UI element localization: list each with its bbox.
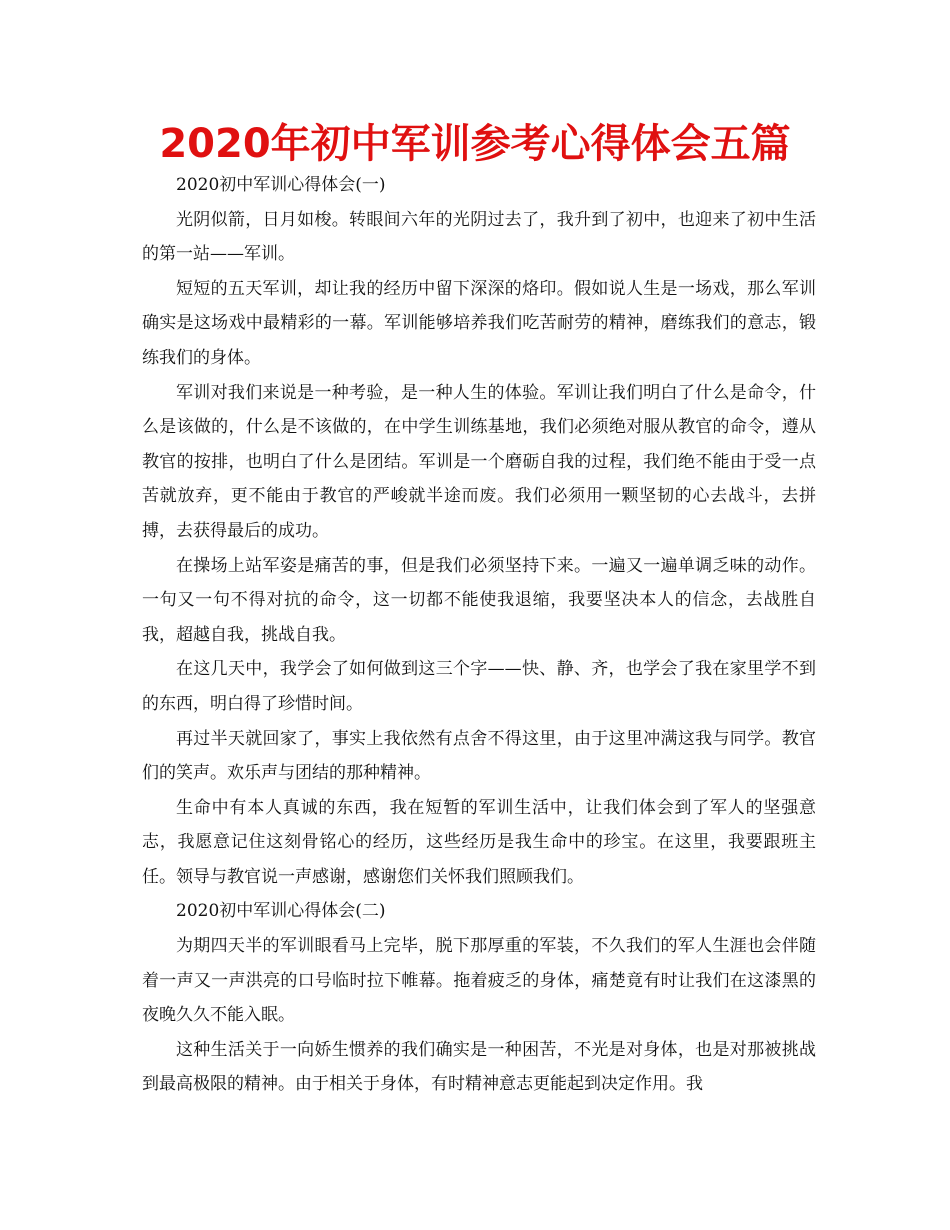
document-body bbox=[142, 168, 816, 1102]
paragraph: 短短的五天军训，却让我的经历中留下深深的烙印。假如说人生是一场戏，那么军训确实是这场戏中最精彩的一幕。军训能够培养我们吃苦耐劳的精神，磨练我们的意志，锻练我们的身体。 bbox=[142, 278, 816, 368]
section-heading-1: 2020初中军训心得体会(一) bbox=[176, 175, 386, 195]
paragraph: 这种生活关于一向娇生惯养的我们确实是一种困苦，不光是对身体，也是对那被挑战到最高极限的精神。由于相关于身体，有时精神意志更能起到决定作用。我 bbox=[142, 1039, 816, 1095]
section-heading-2: 2020初中军训心得体会(二) bbox=[176, 901, 386, 922]
document-title: 2020年初中军训参考心得体会五篇 bbox=[159, 121, 791, 167]
paragraph: 在这几天中，我学会了如何做到这三个字——快、静、齐，也学会了我在家里学不到的东西，明白得了珍惜时间。 bbox=[142, 659, 816, 714]
paragraph: 生命中有本人真诚的东西，我在短暂的军训生活中，让我们体会到了军人的坚强意志，我愿意记住这刻骨铭心的经历，这些经历是我生命中的珍宝。在这里，我要跟班主任。领导与教官说一声感谢，感谢您们关怀我们照顾我们。 bbox=[142, 797, 816, 887]
paragraph: 光阴似箭，日月如梭。转眼间六年的光阴过去了，我升到了初中，也迎来了初中生活的第一站——军训。 bbox=[142, 209, 816, 265]
paragraph: 为期四天半的军训眼看马上完毕，脱下那厚重的军装，不久我们的军人生涯也会伴随着一声又一声洪亮的口号临时拉下帷幕。拖着疲乏的身体，痛楚竟有时让我们在这漆黑的夜晚久久不能入眠。 bbox=[142, 936, 816, 1026]
paragraph: 再过半天就回家了，事实上我依然有点舍不得这里，由于这里冲满这我与同学。教官们的笑声。欢乐声与团结的那种精神。 bbox=[142, 728, 816, 784]
paragraph: 军训对我们来说是一种考验，是一种人生的体验。军训让我们明白了什么是命令，什么是该做的，什么是不该做的，在中学生训练基地，我们必须绝对服从教官的命令，遵从教官的按排，也明白了什么是团结。军训是一个磨砺自我的过程，我们绝不能由于受一点苦就放弃，更不能由于教官的严峻就半途而废。我们必须用一颗坚韧的心去战斗，去拼搏，去获得最后的成功。 bbox=[142, 382, 816, 541]
paragraph: 在操场上站军姿是痛苦的事，但是我们必须坚持下来。一遍又一遍单调乏味的动作。一句又一句不得对抗的命令，这一切都不能使我退缩，我要坚决本人的信念，去战胜自我，超越自我，挑战自我。 bbox=[142, 555, 816, 645]
